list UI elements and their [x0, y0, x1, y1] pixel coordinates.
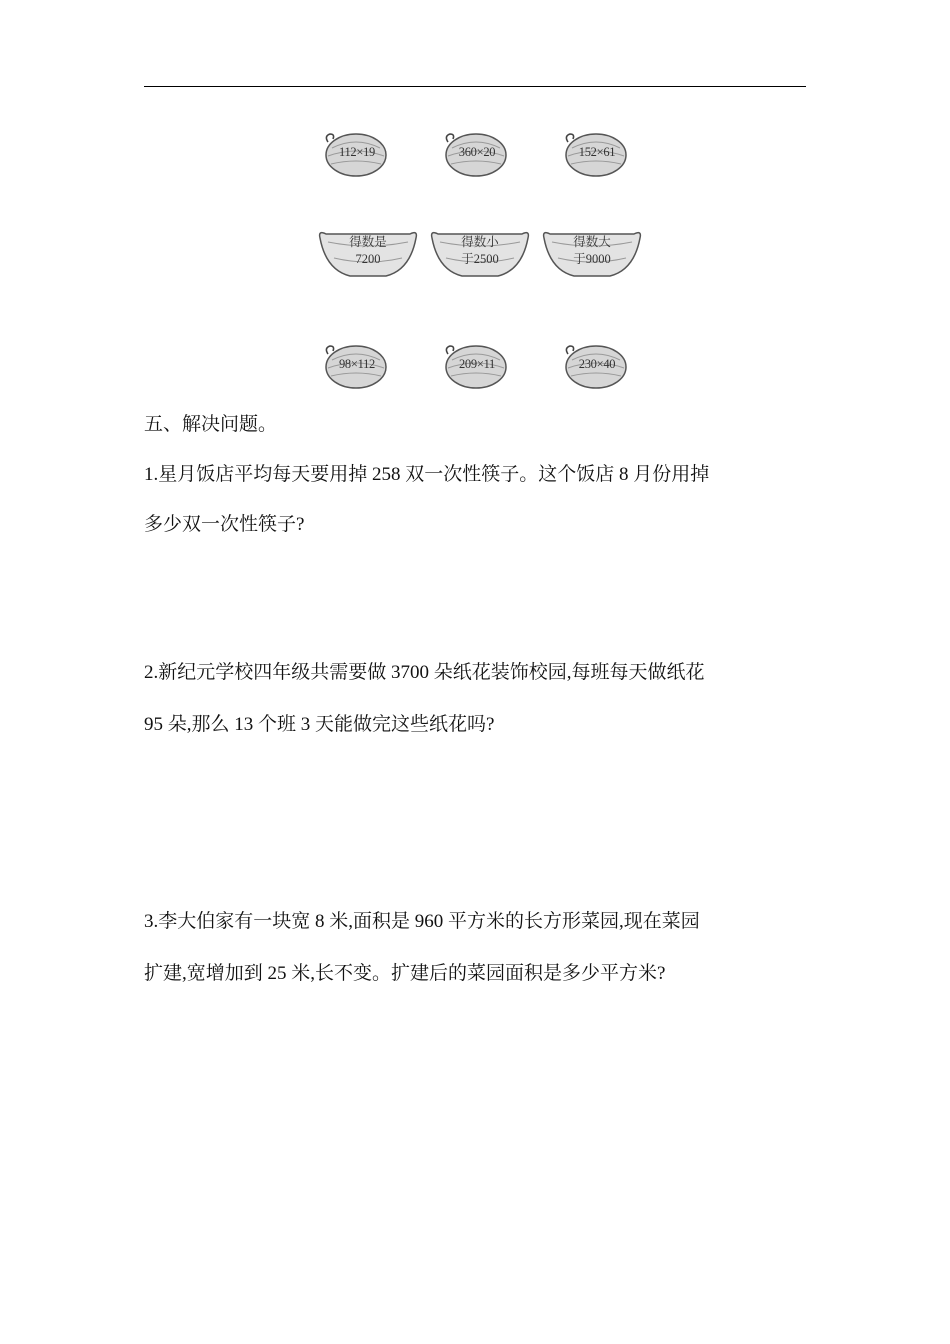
multiplication-expression: 98×112 — [338, 357, 376, 371]
problem-3-line-1: 3.李大伯家有一块宽 8 米,面积是 960 平方米的长方形菜园,现在菜园 — [144, 911, 700, 932]
section-title: 五、解决问题。 — [144, 414, 278, 435]
watermelon-card[interactable] — [558, 340, 630, 392]
problem-3-line-2: 扩建,宽增加到 25 米,长不变。扩建后的菜园面积是多少平方米? — [144, 963, 666, 984]
watermelon-card[interactable] — [438, 128, 510, 180]
basket-label-line1: 得数是 — [349, 235, 387, 249]
basket-label — [448, 234, 512, 268]
watermelon-card[interactable] — [318, 128, 390, 180]
basket-label-line1: 得数大 — [573, 235, 611, 249]
multiplication-expression: 360×20 — [458, 145, 496, 159]
answer-basket[interactable] — [540, 228, 644, 280]
watermelon-card[interactable] — [438, 340, 510, 392]
basket-label-line1: 得数小 — [461, 235, 499, 249]
problem-1-line-1: 1.星月饭店平均每天要用掉 258 双一次性筷子。这个饭店 8 月份用掉 — [144, 464, 710, 485]
basket-label-line2: 7200 — [355, 252, 381, 266]
multiplication-expression: 209×11 — [458, 357, 496, 371]
watermelon-card[interactable] — [558, 128, 630, 180]
basket-label-line2: 于2500 — [461, 252, 499, 266]
basket-label — [560, 234, 624, 268]
problem-1-line-2: 多少双一次性筷子? — [144, 514, 305, 535]
problem-2-line-2: 95 朵,那么 13 个班 3 天能做完这些纸花吗? — [144, 714, 495, 735]
answer-basket[interactable] — [316, 228, 420, 280]
basket-label-line2: 于9000 — [573, 252, 611, 266]
multiplication-expression: 112×19 — [338, 145, 376, 159]
problem-2-line-1: 2.新纪元学校四年级共需要做 3700 朵纸花装饰校园,每班每天做纸花 — [144, 662, 705, 683]
answer-basket[interactable] — [428, 228, 532, 280]
basket-label — [336, 234, 400, 268]
multiplication-expression: 230×40 — [578, 357, 616, 371]
header-rule — [144, 86, 806, 87]
watermelon-card[interactable] — [318, 340, 390, 392]
multiplication-expression: 152×61 — [578, 145, 616, 159]
